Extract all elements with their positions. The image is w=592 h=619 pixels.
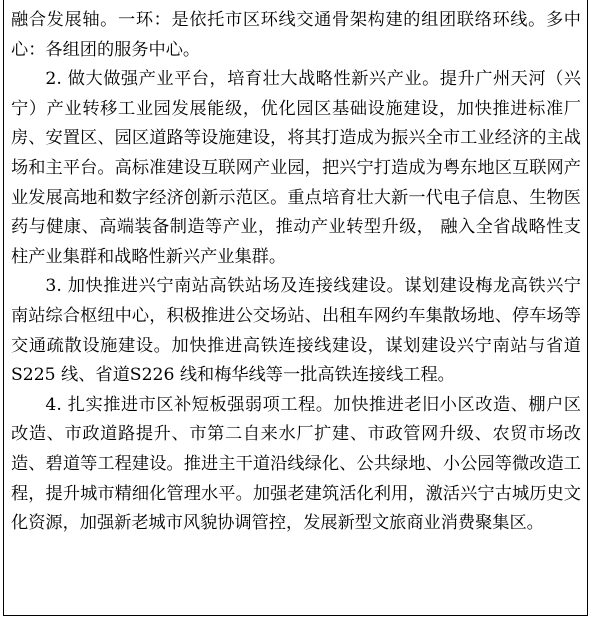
document-body: [11, 6, 581, 539]
paragraph-item-3-high-speed-rail: 3. 加快推进兴宁南站高铁站场及连接线建设。谋划建设梅龙高铁兴宁南站综合枢纽中心，积极推进公交场站、出租车网约车集散场地、停车场等交通疏散设施建设。加快推进高铁连接线建设，谋划建设兴宁南站与省道S225 线、省道S226 线和梅华线等一批高铁连接线工程。: [11, 276, 581, 386]
paragraph-item-4-urban-projects: 4. 扎实推进市区补短板强弱项工程。加快推进老旧小区改造、棚户区改造、市政道路提升、市第二自来水厂扩建、市政管网升级、农贸市场改造、碧道等工程建设。推进主干道沿线绿化、公共绿地、小公园等微改造工程，提升城市精细化管理水平。加强老建筑活化利用，激活兴宁古城历史文化资源，加强新老城市风貌协调管控，发展新型文旅商业消费聚集区。: [11, 394, 581, 534]
paragraph-continuation: 融合发展轴。一环：是依托市区环线交通骨架构建的组团联络环线。多中心：各组团的服务中心。: [11, 10, 581, 60]
paragraph-item-2-industry-platform: 2. 做大做强产业平台，培育壮大战略性新兴产业。提升广州天河（兴宁）产业转移工业园发展能级，优化园区基础设施建设，加快推进标准厂房、安置区、园区道路等设施建设，将其打造成为振兴全市工业经济的主战场和主平台。高标准建设互联网产业园，把兴宁打造成为粤东地区互联网产业发展高地和数字经济创新示范区。重点培育壮大新一代电子信息、生物医药与健康、高端装备制造等产业，推动产业转型升级， 融入全省战略性支柱产业集群和战略性新兴产业集群。: [11, 69, 581, 267]
